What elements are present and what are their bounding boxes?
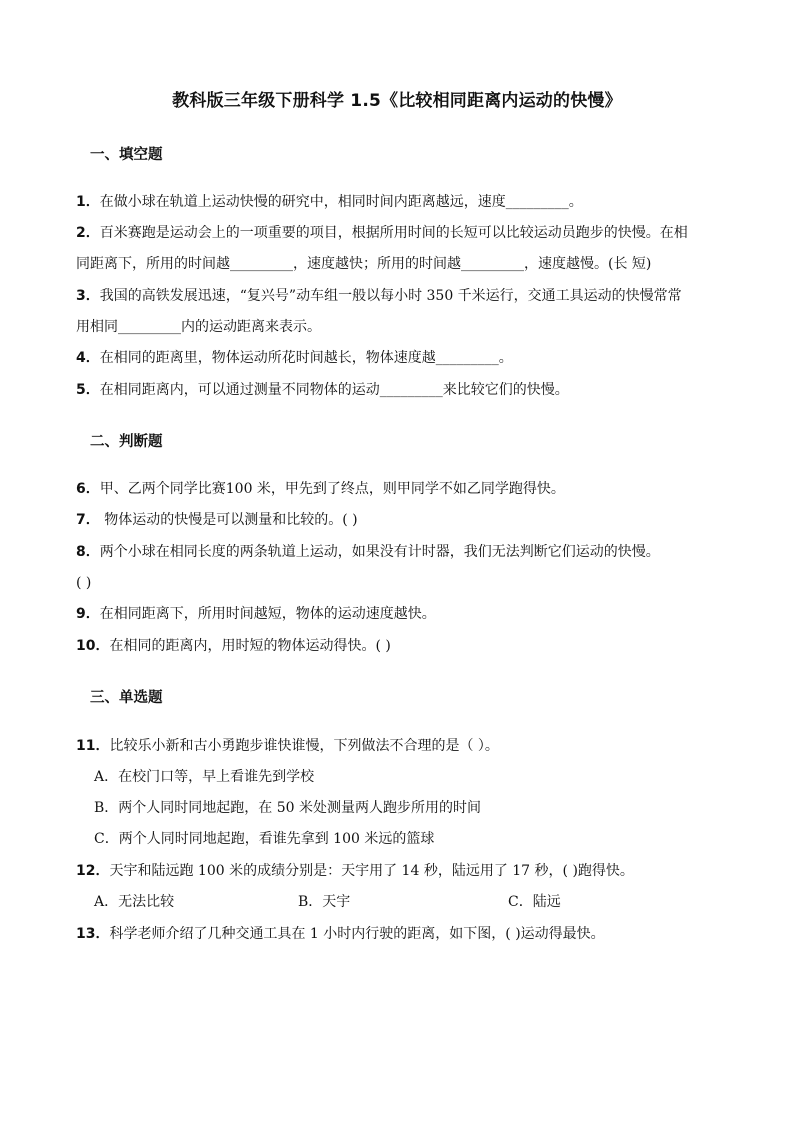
- question-text: 比较乐小新和古小勇跑步谁快谁慢，下列做法不合理的是（ ）。: [109, 738, 499, 754]
- question-12: [76, 861, 634, 881]
- question-text: 物体运动的快慢是可以测量和比较的。( ): [99, 512, 358, 528]
- section-heading-true-false: 二、判断题: [90, 434, 163, 450]
- question-11-option-b: B．两个人同时同地起跑，在 50 米处测量两人跑步所用的时间: [94, 800, 482, 816]
- question-text: 我国的高铁发展迅速，“复兴号”动车组一般以每小时 350 千米运行，交通工具运动的快慢常常: [99, 288, 682, 304]
- question-5: [76, 380, 569, 400]
- question-11-option-a: A．在校门口等，早上看谁先到学校: [94, 769, 315, 785]
- question-12-options: [94, 892, 714, 912]
- question-8-continued: ( ): [76, 575, 92, 591]
- question-10: [76, 636, 391, 656]
- question-number: 5．: [76, 382, 100, 398]
- section-heading-fill-blank: 一、填空题: [90, 147, 163, 163]
- question-number: 9．: [76, 606, 100, 622]
- question-number: 3．: [76, 288, 100, 304]
- question-text: 两个小球在相同长度的两条轨道上运动，如果没有计时器，我们无法判断它们运动的快慢。: [99, 544, 660, 560]
- question-number: 11．: [76, 738, 110, 754]
- question-1: [76, 192, 583, 212]
- question-text: 百米赛跑是运动会上的一项重要的项目，根据所用时间的长短可以比较运动员跑步的快慢。在相: [99, 225, 688, 241]
- question-12-option-a: A．无法比较: [94, 894, 175, 910]
- question-4: [76, 348, 513, 368]
- question-13: [76, 924, 605, 944]
- question-number: 6．: [76, 481, 100, 497]
- question-text: 科学老师介绍了几种交通工具在 1 小时内行驶的距离，如下图，( )运动得最快。: [109, 926, 605, 942]
- question-number: 8．: [76, 544, 100, 560]
- question-6: [76, 479, 565, 499]
- question-3-continued: 用相同_________内的运动距离来表示。: [76, 319, 321, 335]
- question-text: 在相同的距离内，用时短的物体运动得快。( ): [109, 638, 391, 654]
- question-8: [76, 542, 660, 562]
- page-title: 教科版三年级下册科学 1.5《比较相同距离内运动的快慢》: [172, 91, 622, 111]
- question-number: 10．: [76, 638, 110, 654]
- question-text: 甲、乙两个同学比赛100 米，甲先到了终点，则甲同学不如乙同学跑得快。: [99, 481, 565, 497]
- question-3: [76, 286, 682, 306]
- section-heading-single-choice: 三、单选题: [90, 690, 163, 706]
- question-number: 1．: [76, 194, 100, 210]
- question-number: 7．: [76, 512, 100, 528]
- question-9: [76, 604, 436, 624]
- question-2: [76, 223, 688, 243]
- question-text: 在相同距离内，可以通过测量不同物体的运动_________来比较它们的快慢。: [99, 382, 569, 398]
- question-2-continued: 同距离下，所用的时间越_________，速度越快；所用的时间越_________，速度越慢。(长 短): [76, 256, 652, 272]
- question-text: 在相同的距离里，物体运动所花时间越长，物体速度越_________。: [99, 350, 513, 366]
- question-text: 在做小球在轨道上运动快慢的研究中，相同时间内距离越远，速度_________。: [99, 194, 583, 210]
- question-11-option-c: C．两个人同时同地起跑，看谁先拿到 100 米远的篮球: [94, 831, 435, 847]
- question-text: 在相同距离下，所用时间越短，物体的运动速度越快。: [99, 606, 436, 622]
- question-number: 12．: [76, 863, 110, 879]
- question-11: [76, 736, 499, 756]
- question-number: 13．: [76, 926, 110, 942]
- question-number: 4．: [76, 350, 100, 366]
- question-number: 2．: [76, 225, 100, 241]
- question-12-option-b: B．天宇: [298, 894, 351, 910]
- question-12-option-c: C．陆远: [508, 894, 561, 910]
- question-text: 天宇和陆远跑 100 米的成绩分别是：天宇用了 14 秒，陆远用了 17 秒，( )跑得快。: [109, 863, 634, 879]
- question-7: [76, 510, 358, 530]
